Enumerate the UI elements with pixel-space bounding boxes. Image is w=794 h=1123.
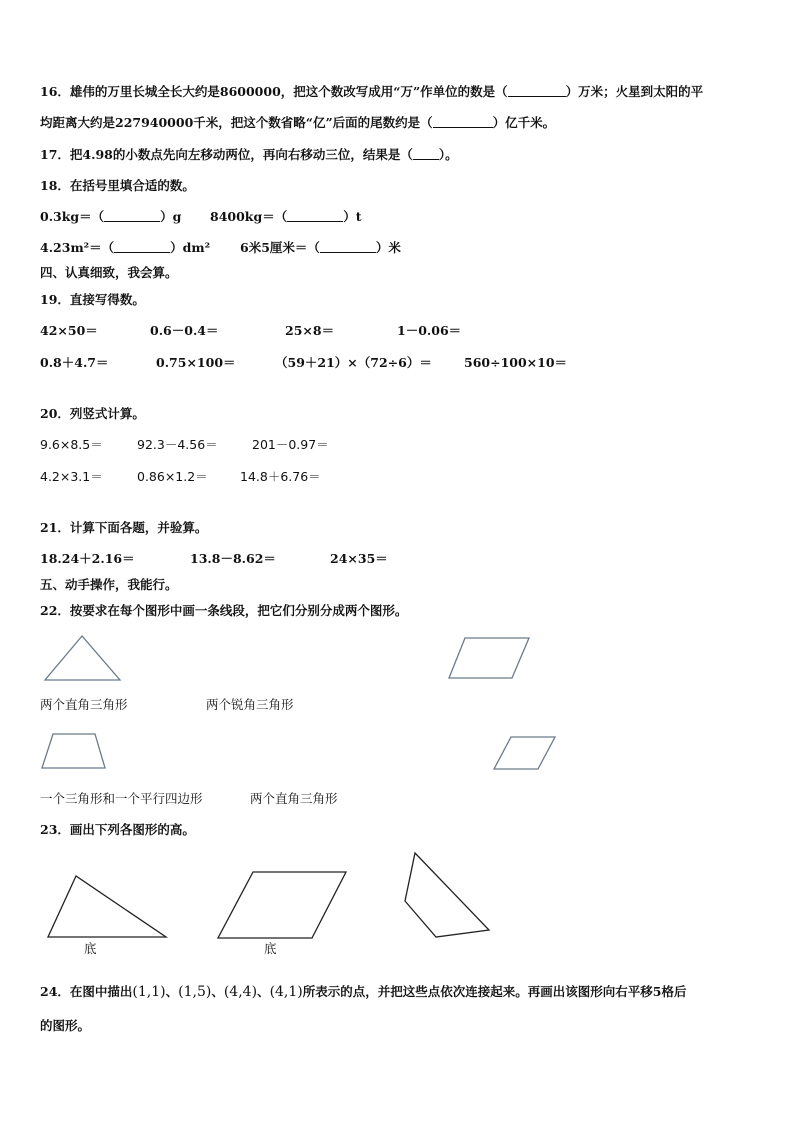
q24-line2: 的图形。 xyxy=(40,1018,91,1033)
q18-b-text: 8400kg＝（ xyxy=(210,209,288,224)
q22-parallelogram-figure-1 xyxy=(449,638,529,678)
q20-item: 4.2×3.1＝ xyxy=(40,469,103,484)
q16-text-2b: ）亿千米。 xyxy=(492,115,556,130)
q23-title: 23．画出下列各图形的高。 xyxy=(40,822,195,837)
q24-line1 xyxy=(40,984,686,1000)
q22-caption: 一个三角形和一个平行四边形 xyxy=(40,791,203,806)
q19-item: （59＋21）×（72÷6）＝ xyxy=(275,355,432,370)
q23-trapezoid-figure xyxy=(405,853,489,937)
q21-title: 21．计算下面各题，并验算。 xyxy=(40,520,208,535)
q22-caption: 两个锐角三角形 xyxy=(206,697,294,712)
q22-parallelogram-figure-2 xyxy=(494,737,555,769)
q20-item: 14.8＋6.76＝ xyxy=(240,469,321,484)
q24-point: (4,1) xyxy=(269,984,303,1000)
q19-item: 0.75×100＝ xyxy=(156,355,236,370)
q17-text-b: ）。 xyxy=(438,147,458,162)
q24-point: (1,5) xyxy=(178,984,212,1000)
q18-a-text: 0.3kg＝（ xyxy=(40,209,105,224)
q18-a-unit: ）g xyxy=(160,209,182,224)
q19-item: 560÷100×10＝ xyxy=(464,355,568,370)
q20-item: 92.3－4.56＝ xyxy=(137,437,218,452)
q23-base-label: 底 xyxy=(84,941,97,956)
q24-text-b: 所表示的点，并把这些点依次连接起来。再画出该图形向右平移5格后 xyxy=(302,984,687,999)
q22-triangle-figure xyxy=(45,636,120,680)
q19-item: 0.8＋4.7＝ xyxy=(40,355,109,370)
q24-sep: 、 xyxy=(211,984,224,999)
q16-text-1a: 16．雄伟的万里长城全长大约是8600000，把这个数改写成用“万”作单位的数是（ xyxy=(40,84,508,99)
q18-c-text: 4.23m²＝（ xyxy=(40,240,115,255)
q16-text-1b: ）万米；火星到太阳的平 xyxy=(565,84,704,99)
q19-item: 25×8＝ xyxy=(285,323,335,338)
q21-item: 24×35＝ xyxy=(330,551,388,566)
q22-caption: 两个直角三角形 xyxy=(250,791,338,806)
q23-parallelogram-figure xyxy=(218,872,346,938)
q24-point: (4,4) xyxy=(223,984,258,1000)
q22-caption: 两个直角三角形 xyxy=(40,697,128,712)
q18-d-unit: ）米 xyxy=(375,240,401,255)
q19-item: 1－0.06＝ xyxy=(397,323,462,338)
section-4-heading: 四、认真细致，我会算。 xyxy=(40,265,178,280)
q18-b-unit: ）t xyxy=(343,209,362,224)
q20-item: 0.86×1.2＝ xyxy=(137,469,208,484)
q18-c-unit: ）dm² xyxy=(170,240,211,255)
q24-point: (1,1) xyxy=(132,984,166,1000)
q21-item: 13.8－8.62＝ xyxy=(190,551,276,566)
q24-text-a: 24．在图中描出 xyxy=(40,984,133,999)
q22-title: 22．按要求在每个图形中画一条线段，把它们分别分成两个图形。 xyxy=(40,603,408,618)
q23-triangle-figure xyxy=(48,876,166,937)
q23-base-label: 底 xyxy=(264,941,277,956)
q17-text-a: 17．把4.98的小数点先向左移动两位，再向右移动三位，结果是（ xyxy=(40,147,413,162)
q19-item: 0.6－0.4＝ xyxy=(150,323,219,338)
q24-sep: 、 xyxy=(257,984,270,999)
q24-sep: 、 xyxy=(165,984,179,999)
q19-title: 19．直接写得数。 xyxy=(40,292,145,307)
q20-item: 201－0.97＝ xyxy=(252,437,329,452)
q18-d-text: 6米5厘米＝（ xyxy=(240,240,320,255)
q21-item: 18.24＋2.16＝ xyxy=(40,551,135,566)
q22-trapezoid-figure xyxy=(42,734,105,768)
q20-item: 9.6×8.5＝ xyxy=(40,437,103,452)
q20-title: 20．列竖式计算。 xyxy=(40,406,145,421)
q19-item: 42×50＝ xyxy=(40,323,98,338)
q16-text-2a: 均距离大约是227940000千米，把这个数省略“亿”后面的尾数约是（ xyxy=(40,115,433,130)
q18-title: 18．在括号里填合适的数。 xyxy=(40,178,195,193)
section-5-heading: 五、动手操作，我能行。 xyxy=(40,577,178,592)
